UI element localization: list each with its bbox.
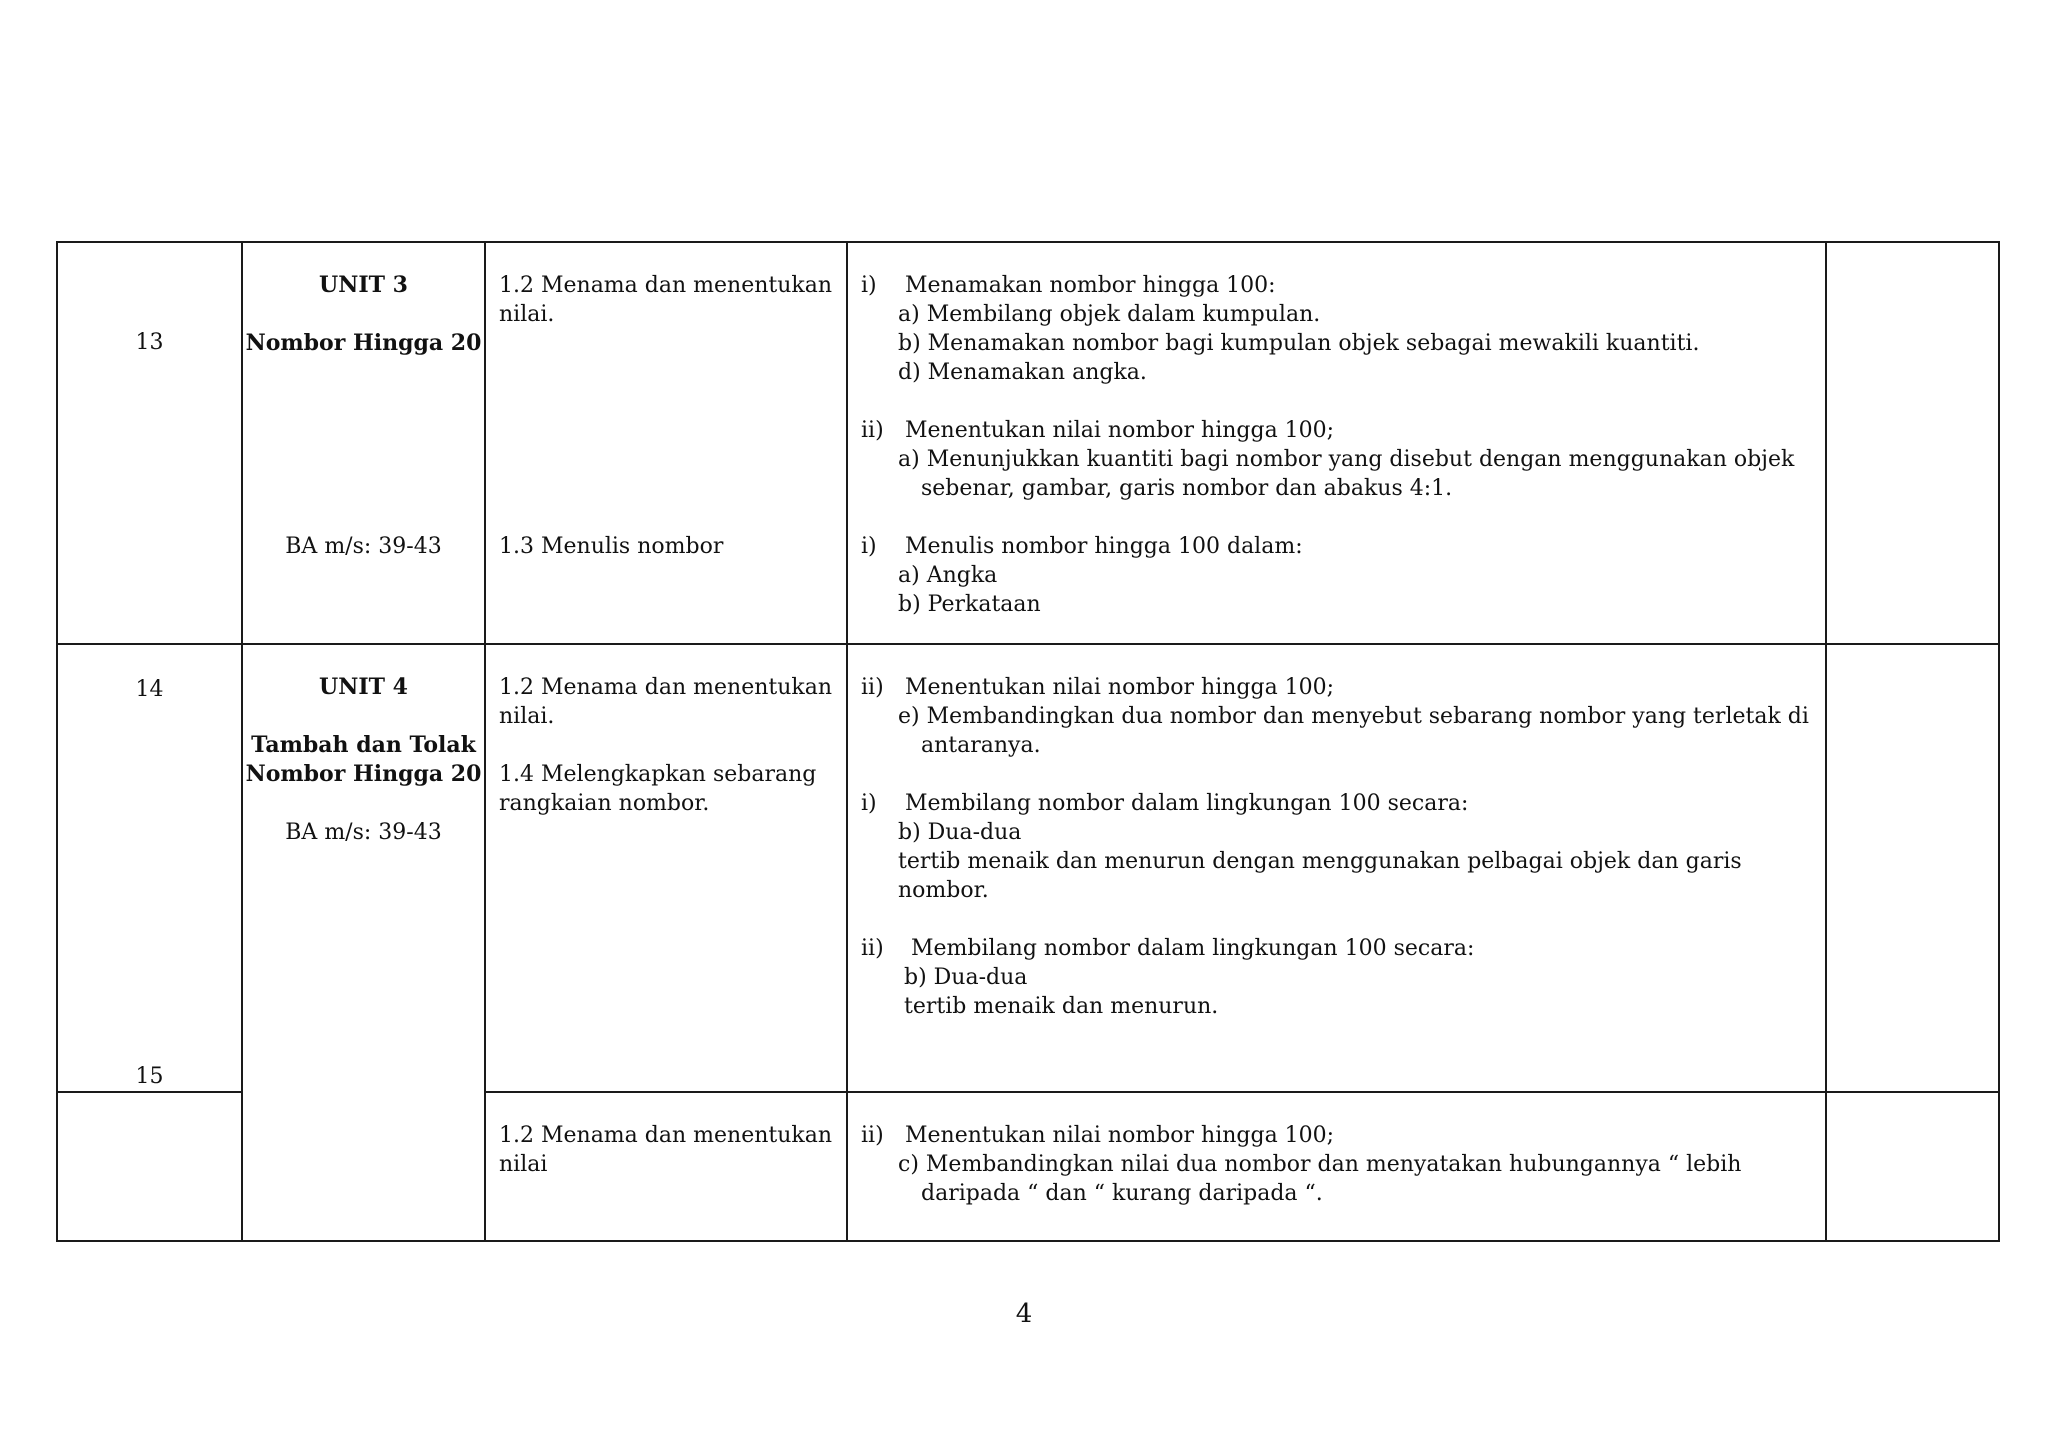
objective-text: Menentukan nilai nombor hingga 100; [905, 418, 1335, 443]
objective-text: Membilang nombor dalam lingkungan 100 secara: [911, 936, 1475, 961]
objective-sub-item: b) Dua-dua [898, 820, 1022, 845]
objective-sub-item: e) Membandingkan dua nombor dan menyebut sebarang nombor yang terletak di antaranya. [898, 704, 1809, 758]
objective-sub-item: d) Menamakan angka. [898, 360, 1147, 385]
content-standard: 1.2 Menama dan menentukan nilai. [499, 675, 833, 729]
unit-cell [242, 644, 485, 1241]
objective-number: ii) [861, 418, 884, 443]
textbook-pages: BA m/s: 39-43 [285, 820, 442, 845]
standard-cell [485, 1092, 847, 1241]
page-number: 4 [1015, 1299, 1033, 1329]
table-row-week-14 [57, 644, 1999, 1092]
objective-number: ii) [861, 936, 884, 961]
week-cell [57, 242, 242, 644]
standard-cell [485, 242, 847, 644]
unit-cell [242, 242, 485, 644]
objective-continuation: tertib menaik dan menurun. [904, 994, 1219, 1019]
content-standard: 1.3 Menulis nombor [499, 534, 724, 559]
objective-number: i) [861, 534, 877, 559]
objective-sub-item: a) Menunjukkan kuantiti bagi nombor yang disebut dengan menggunakan objek sebenar, gambar, garis nombor dan abakus 4:1. [898, 447, 1795, 501]
notes-cell [1826, 242, 1999, 644]
objective-text: Membilang nombor dalam lingkungan 100 secara: [905, 791, 1469, 816]
unit-name: Nombor Hingga 20 [245, 330, 482, 356]
content-standard: 1.4 Melengkapkan sebarang rangkaian nombor. [499, 762, 817, 816]
notes-cell [1826, 644, 1999, 1092]
unit-label: UNIT 4 [319, 674, 408, 700]
objective-text: Menulis nombor hingga 100 dalam: [905, 534, 1303, 559]
learning-objective [861, 934, 1815, 1021]
objectives-cell [847, 644, 1826, 1092]
notes-cell [1826, 1092, 1999, 1241]
objective-number: i) [861, 791, 877, 816]
learning-objective [861, 1093, 1815, 1208]
objective-text: Menentukan nilai nombor hingga 100; [905, 1123, 1335, 1148]
unit-name: Tambah dan Tolak Nombor Hingga 20 [245, 732, 482, 787]
learning-objective [861, 645, 1815, 760]
content-standard: 1.2 Menama dan menentukan nilai. [499, 273, 833, 327]
standard-cell [485, 644, 847, 1092]
unit-label: UNIT 3 [319, 272, 408, 298]
objective-number: i) [861, 273, 877, 298]
learning-objective [861, 416, 1815, 503]
scheme-of-work-table [56, 241, 2000, 1242]
objective-sub-item: a) Angka [898, 563, 998, 588]
week-number: 14 [135, 677, 164, 702]
objective-sub-item: b) Menamakan nombor bagi kumpulan objek sebagai mewakili kuantiti. [898, 331, 1700, 356]
learning-objective [861, 789, 1815, 905]
content-standard: 1.2 Menama dan menentukan nilai [499, 1123, 833, 1177]
objective-sub-item: b) Dua-dua [904, 965, 1028, 990]
objective-sub-item: a) Membilang objek dalam kumpulan. [898, 302, 1321, 327]
objective-sub-item: c) Membandingkan nilai dua nombor dan menyatakan hubungannya “ lebih daripada “ dan “ kurang daripada “. [898, 1152, 1742, 1206]
objective-text: Menamakan nombor hingga 100: [905, 273, 1276, 298]
textbook-pages: BA m/s: 39-43 [285, 534, 442, 559]
week-cell-continued [57, 1092, 242, 1241]
objective-sub-item: b) Perkataan [898, 592, 1041, 617]
week-number: 15 [135, 1064, 164, 1089]
objective-continuation: tertib menaik dan menurun dengan menggunakan pelbagai objek dan garis nombor. [898, 849, 1742, 903]
week-cell [57, 644, 242, 1092]
objectives-cell [847, 242, 1826, 644]
objective-text: Menentukan nilai nombor hingga 100; [905, 675, 1335, 700]
objective-number: ii) [861, 1123, 884, 1148]
week-number: 13 [135, 330, 164, 355]
objectives-cell [847, 1092, 1826, 1241]
learning-objective [861, 532, 1815, 619]
table-row-week-13 [57, 242, 1999, 644]
learning-objective [861, 243, 1815, 387]
objective-number: ii) [861, 675, 884, 700]
